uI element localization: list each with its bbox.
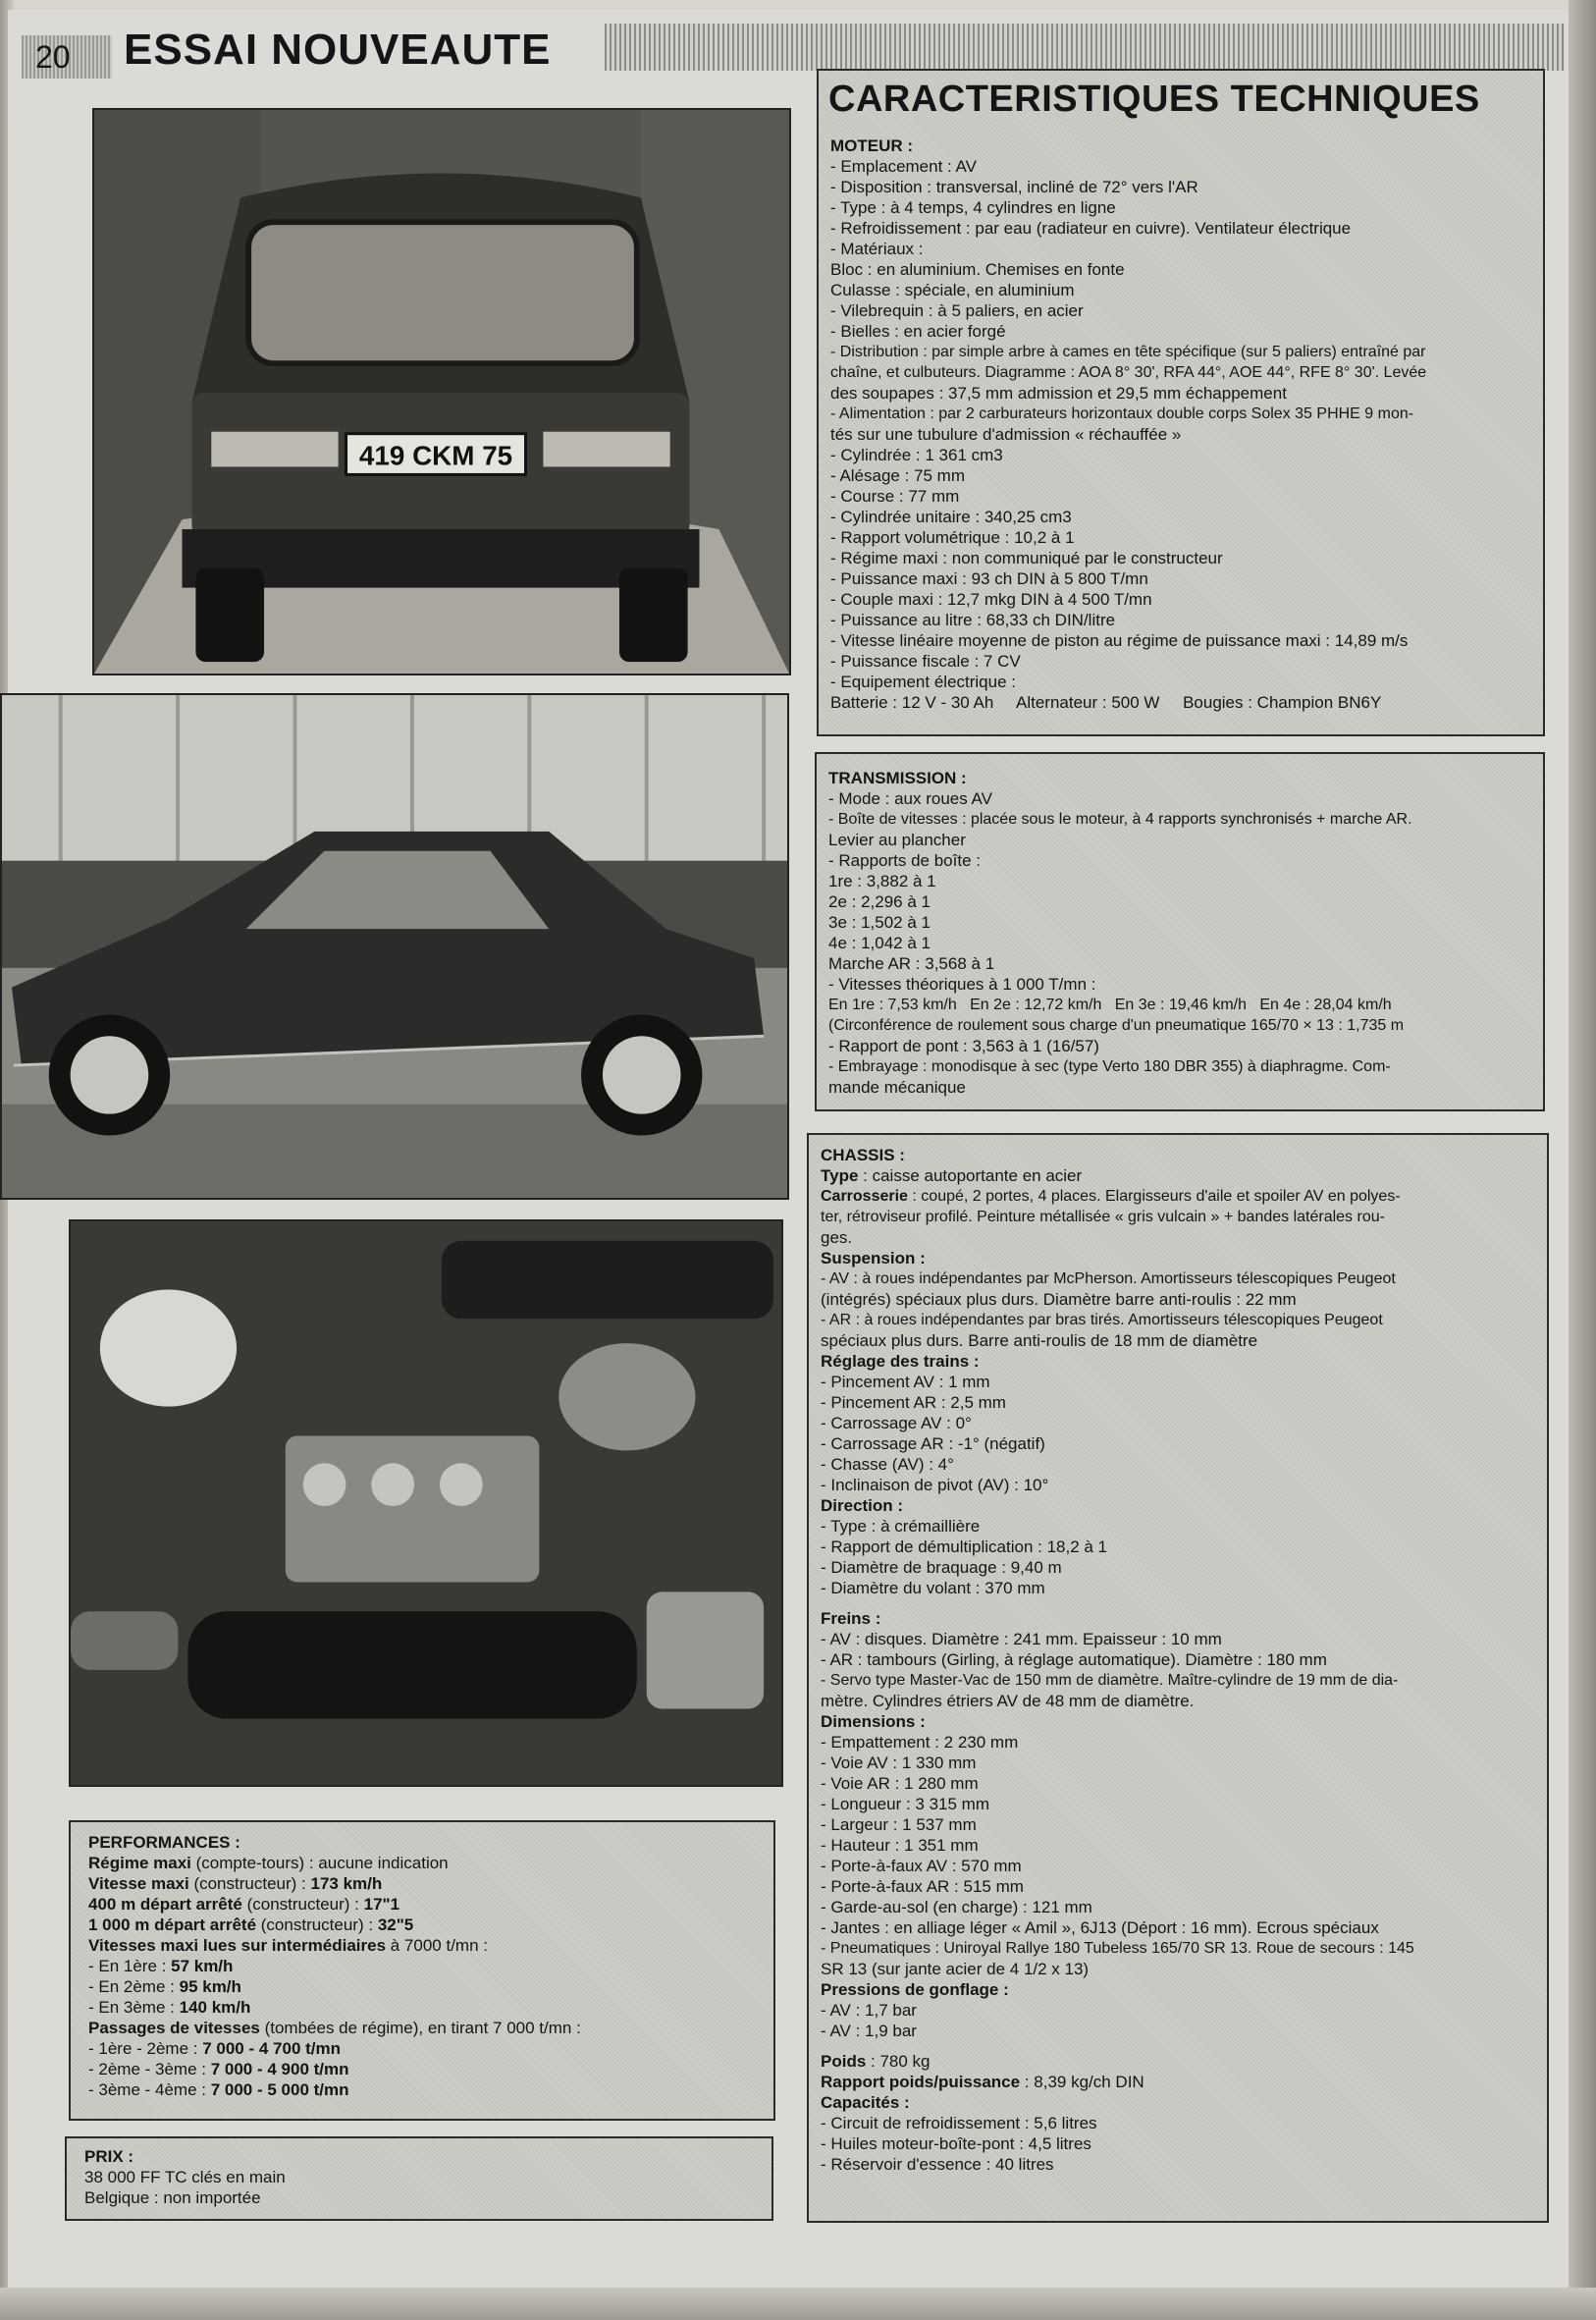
moteur-line: des soupapes : 37,5 mm admission et 29,5 mm échappement xyxy=(830,384,1287,403)
perf-text: - En 2ème : xyxy=(88,1977,180,1996)
moteur-line: - Alimentation : par 2 carburateurs horizontaux double corps Solex 35 PHHE 9 mon- xyxy=(830,405,1414,422)
moteur-line: chaîne, et culbuteurs. Diagramme : AOA 8° 30', RFA 44°, AOE 44°, RFE 8° 30'. Levée xyxy=(830,364,1427,381)
moteur-line: - Puissance fiscale : 7 CV xyxy=(830,652,1021,671)
moteur-line: - Cylindrée unitaire : 340,25 cm3 xyxy=(830,508,1072,526)
perf-text: à 7000 t/mn : xyxy=(386,1936,488,1955)
moteur-line: - Equipement électrique : xyxy=(830,673,1016,691)
direction-line: - Diamètre du volant : 370 mm xyxy=(821,1579,1045,1597)
reglage-line: - Inclinaison de pivot (AV) : 10° xyxy=(821,1476,1049,1494)
carrosserie-label: Carrosserie xyxy=(821,1188,908,1205)
freins-line: - AR : tambours (Girling, à réglage automatique). Diamètre : 180 mm xyxy=(821,1650,1327,1669)
transmission-line: Marche AR : 3,568 à 1 xyxy=(828,954,995,973)
freins-line: mètre. Cylindres étriers AV de 48 mm de diamètre. xyxy=(821,1692,1195,1710)
page-edge xyxy=(1569,0,1596,2320)
perf-text: - 3ème - 4ème : xyxy=(88,2080,211,2099)
direction-line: - Type : à crémaillière xyxy=(821,1517,981,1536)
perf-value: 7 000 - 4 700 t/mn xyxy=(202,2039,342,2058)
pressions-heading: Pressions de gonflage : xyxy=(821,1980,1009,1999)
prix-line: Belgique : non importée xyxy=(84,2188,261,2207)
direction-line: - Diamètre de braquage : 9,40 m xyxy=(821,1558,1062,1577)
perf-value: 32"5 xyxy=(377,1915,414,1934)
moteur-line: - Alésage : 75 mm xyxy=(830,466,966,485)
dimensions-line: - Jantes : en alliage léger « Amil », 6J13 (Déport : 16 mm). Ecrous spéciaux xyxy=(821,1918,1379,1937)
dimensions-line: - Largeur : 1 537 mm xyxy=(821,1815,977,1834)
carrosserie-line: ter, rétroviseur profilé. Peinture métallisée « gris vulcain » + bandes latérales rou- xyxy=(821,1209,1385,1225)
rapport-row xyxy=(821,2072,1537,2092)
transmission-line: Levier au plancher xyxy=(828,831,966,849)
chassis-heading: CHASSIS : xyxy=(821,1146,905,1164)
perf-value: 17"1 xyxy=(363,1895,400,1914)
moteur-line: Bloc : en aluminium. Chemises en fonte xyxy=(830,260,1125,279)
poids-row xyxy=(821,2051,1537,2072)
moteur-line: Batterie : 12 V - 30 Ah Alternateur : 500 W Bougies : Champion BN6Y xyxy=(830,693,1382,712)
reglage-line: - Pincement AV : 1 mm xyxy=(821,1373,990,1391)
perf-row xyxy=(88,2079,764,2100)
poids-label: Poids xyxy=(821,2052,867,2071)
transmission-line: - Embrayage : monodisque à sec (type Verto 180 DBR 355) à diaphragme. Com- xyxy=(828,1058,1391,1075)
reglage-line: - Chasse (AV) : 4° xyxy=(821,1455,954,1474)
transmission-line: 2e : 2,296 à 1 xyxy=(828,892,931,911)
transmission-line: 4e : 1,042 à 1 xyxy=(828,934,931,952)
transmission-line: En 1re : 7,53 km/h En 2e : 12,72 km/h En 3e : 19,46 km/h En 4e : 28,04 km/h xyxy=(828,997,1392,1013)
perf-label: Vitesse maxi xyxy=(88,1874,189,1893)
dimensions-line: SR 13 (sur jante acier de 4 1/2 x 13) xyxy=(821,1960,1090,1978)
dimensions-line: - Voie AV : 1 330 mm xyxy=(821,1753,977,1772)
moteur-line: - Matériaux : xyxy=(830,240,924,258)
perf-row xyxy=(88,2018,764,2038)
page-bottom-edge xyxy=(0,2288,1596,2320)
moteur-line: - Vilebrequin : à 5 paliers, en acier xyxy=(830,301,1084,320)
perf-row xyxy=(88,1935,764,1956)
perf-row xyxy=(88,1997,764,2018)
perf-text: - 2ème - 3ème : xyxy=(88,2060,211,2078)
transmission-section xyxy=(828,768,1533,1098)
dimensions-line: - Garde-au-sol (en charge) : 121 mm xyxy=(821,1898,1092,1916)
dimensions-heading: Dimensions : xyxy=(821,1712,926,1731)
moteur-line: - Cylindrée : 1 361 cm3 xyxy=(830,446,1003,464)
direction-heading: Direction : xyxy=(821,1496,904,1515)
carrosserie-line: ges. xyxy=(821,1228,853,1247)
photo-side-view xyxy=(0,693,789,1200)
transmission-line: 1re : 3,882 à 1 xyxy=(828,872,936,890)
dimensions-line: - Voie AR : 1 280 mm xyxy=(821,1774,979,1793)
carrosserie-value: : coupé, 2 portes, 4 places. Elargisseurs d'aile et spoiler AV en polyes- xyxy=(907,1188,1401,1205)
moteur-line: Culasse : spéciale, en aluminium xyxy=(830,281,1075,299)
perf-value: 7 000 - 4 900 t/mn xyxy=(210,2060,349,2078)
transmission-line: - Rapport de pont : 3,563 à 1 (16/57) xyxy=(828,1037,1099,1055)
direction-line: - Rapport de démultiplication : 18,2 à 1 xyxy=(821,1538,1108,1556)
transmission-line: mande mécanique xyxy=(828,1078,966,1097)
perf-row xyxy=(88,1956,764,1976)
perf-value: 173 km/h xyxy=(310,1874,383,1893)
perf-row xyxy=(88,1915,764,1935)
chassis-type-label: Type xyxy=(821,1166,859,1185)
perf-text: (constructeur) : xyxy=(241,1895,364,1914)
moteur-line: - Disposition : transversal, incliné de 72° vers l'AR xyxy=(830,178,1198,196)
dimensions-line: - Pneumatiques : Uniroyal Rallye 180 Tubeless 165/70 SR 13. Roue de secours : 145 xyxy=(821,1940,1414,1957)
moteur-line: - Couple maxi : 12,7 mkg DIN à 4 500 T/mn xyxy=(830,590,1152,609)
performances-box xyxy=(69,1820,775,2121)
moteur-line: - Puissance au litre : 68,33 ch DIN/litre xyxy=(830,611,1116,629)
moteur-line: - Rapport volumétrique : 10,2 à 1 xyxy=(830,528,1075,547)
transmission-box xyxy=(815,752,1545,1111)
moteur-line: - Distribution : par simple arbre à cames en tête spécifique (sur 5 paliers) entraîné par xyxy=(830,344,1426,360)
photo-rear-view xyxy=(92,108,791,675)
chassis-section xyxy=(821,1145,1537,2175)
chassis-type xyxy=(821,1165,1537,1186)
perf-text: (constructeur) : xyxy=(256,1915,378,1934)
reglage-line: - Carrossage AV : 0° xyxy=(821,1414,972,1432)
freins-line: - AV : disques. Diamètre : 241 mm. Epaisseur : 10 mm xyxy=(821,1630,1222,1648)
perf-row xyxy=(88,1853,764,1873)
perf-row xyxy=(88,2059,764,2079)
reglage-line: - Carrossage AR : -1° (négatif) xyxy=(821,1434,1045,1453)
performances-section xyxy=(88,1832,764,2100)
reglage-line: - Pincement AR : 2,5 mm xyxy=(821,1393,1006,1412)
moteur-line: - Course : 77 mm xyxy=(830,487,960,506)
perf-label: 400 m départ arrêté xyxy=(88,1895,242,1914)
perf-row xyxy=(88,2038,764,2059)
specs-title: CARACTERISTIQUES TECHNIQUES xyxy=(828,79,1480,120)
photo-engine-bay xyxy=(69,1219,783,1787)
rapport-label: Rapport poids/puissance xyxy=(821,2073,1021,2091)
perf-row xyxy=(88,1873,764,1894)
prix-line: 38 000 FF TC clés en main xyxy=(84,2168,286,2186)
perf-value: 140 km/h xyxy=(179,1998,251,2017)
suspension-line: - AR : à roues indépendantes par bras tirés. Amortisseurs télescopiques Peugeot xyxy=(821,1312,1383,1328)
capacites-line: - Réservoir d'essence : 40 litres xyxy=(821,2155,1054,2174)
poids-value: : 780 kg xyxy=(866,2052,931,2071)
transmission-heading: TRANSMISSION : xyxy=(828,769,967,787)
perf-text: - En 1ère : xyxy=(88,1957,172,1975)
dimensions-line: - Empattement : 2 230 mm xyxy=(821,1733,1019,1752)
transmission-line: 3e : 1,502 à 1 xyxy=(828,913,931,932)
transmission-line: - Boîte de vitesses : placée sous le moteur, à 4 rapports synchronisés + marche AR. xyxy=(828,811,1412,828)
perf-text: - 1ère - 2ème : xyxy=(88,2039,203,2058)
prix-section xyxy=(84,2146,762,2208)
capacites-line: - Huiles moteur-boîte-pont : 4,5 litres xyxy=(821,2134,1091,2153)
perf-value: 7 000 - 5 000 t/mn xyxy=(210,2080,349,2099)
perf-label: Vitesses maxi lues sur intermédiaires xyxy=(88,1936,387,1955)
page-number: 20 xyxy=(22,35,112,79)
prix-box xyxy=(65,2136,773,2221)
dimensions-line: - Porte-à-faux AV : 570 mm xyxy=(821,1857,1022,1875)
pressions-line: - AV : 1,9 bar xyxy=(821,2022,917,2040)
transmission-line: - Mode : aux roues AV xyxy=(828,789,992,808)
rear-view-image xyxy=(94,110,789,674)
freins-line: - Servo type Master-Vac de 150 mm de diamètre. Maître-cylindre de 19 mm de dia- xyxy=(821,1672,1399,1689)
chassis-type-value: : caisse autoportante en acier xyxy=(858,1166,1083,1185)
reglage-heading: Réglage des trains : xyxy=(821,1352,980,1371)
capacites-heading: Capacités : xyxy=(821,2093,910,2112)
rapport-value: : 8,39 kg/ch DIN xyxy=(1020,2073,1144,2091)
moteur-line: - Refroidissement : par eau (radiateur en cuivre). Ventilateur électrique xyxy=(830,219,1352,238)
moteur-line: - Vitesse linéaire moyenne de piston au régime de puissance maxi : 14,89 m/s xyxy=(830,631,1409,650)
capacites-line: - Circuit de refroidissement : 5,6 litres xyxy=(821,2114,1097,2132)
performances-heading: PERFORMANCES : xyxy=(88,1833,240,1852)
moteur-heading: MOTEUR : xyxy=(830,136,914,155)
chassis-carrosserie xyxy=(821,1186,1537,1207)
perf-row xyxy=(88,1894,764,1915)
page-rubric: ESSAI NOUVEAUTE xyxy=(124,26,552,74)
moteur-line: - Type : à 4 temps, 4 cylindres en ligne xyxy=(830,198,1116,217)
header-rule xyxy=(605,24,1565,71)
specs-box xyxy=(817,69,1545,736)
prix-heading: PRIX : xyxy=(84,2147,134,2166)
perf-value: 95 km/h xyxy=(179,1977,241,1996)
dimensions-line: - Porte-à-faux AR : 515 mm xyxy=(821,1877,1024,1896)
pressions-line: - AV : 1,7 bar xyxy=(821,2001,917,2020)
suspension-line: - AV : à roues indépendantes par McPherson. Amortisseurs télescopiques Peugeot xyxy=(821,1270,1396,1287)
perf-text: - En 3ème : xyxy=(88,1998,180,2017)
dimensions-line: - Hauteur : 1 351 mm xyxy=(821,1836,979,1855)
moteur-line: - Régime maxi : non communiqué par le constructeur xyxy=(830,549,1223,567)
perf-row xyxy=(88,1976,764,1997)
dimensions-line: - Longueur : 3 315 mm xyxy=(821,1795,989,1813)
moteur-line: - Emplacement : AV xyxy=(830,157,977,176)
perf-text: (compte-tours) : aucune indication xyxy=(190,1854,449,1872)
suspension-line: (intégrés) spéciaux plus durs. Diamètre barre anti-roulis : 22 mm xyxy=(821,1290,1297,1309)
license-plate: 419 CKM 75 xyxy=(358,440,513,471)
perf-label: Passages de vitesses xyxy=(88,2019,260,2037)
transmission-line: - Rapports de boîte : xyxy=(828,851,981,870)
perf-label: Régime maxi xyxy=(88,1854,191,1872)
freins-heading: Freins : xyxy=(821,1609,881,1628)
chassis-box xyxy=(807,1133,1549,2223)
moteur-line: - Puissance maxi : 93 ch DIN à 5 800 T/mn xyxy=(830,569,1148,588)
moteur-section xyxy=(830,135,1533,713)
suspension-line: spéciaux plus durs. Barre anti-roulis de 18 mm de diamètre xyxy=(821,1331,1258,1350)
transmission-line: - Vitesses théoriques à 1 000 T/mn : xyxy=(828,975,1096,994)
perf-text: (constructeur) : xyxy=(188,1874,311,1893)
engine-bay-image xyxy=(71,1221,781,1785)
moteur-line: - Bielles : en acier forgé xyxy=(830,322,1006,341)
perf-text: (tombées de régime), en tirant 7 000 t/mn : xyxy=(259,2019,581,2037)
side-view-image xyxy=(2,695,787,1198)
suspension-heading: Suspension : xyxy=(821,1249,926,1268)
transmission-line: (Circonférence de roulement sous charge d'un pneumatique 165/70 × 13 : 1,735 m xyxy=(828,1017,1405,1034)
perf-label: 1 000 m départ arrêté xyxy=(88,1915,257,1934)
perf-value: 57 km/h xyxy=(171,1957,234,1975)
moteur-line: tés sur une tubulure d'admission « réchauffée » xyxy=(830,425,1182,444)
